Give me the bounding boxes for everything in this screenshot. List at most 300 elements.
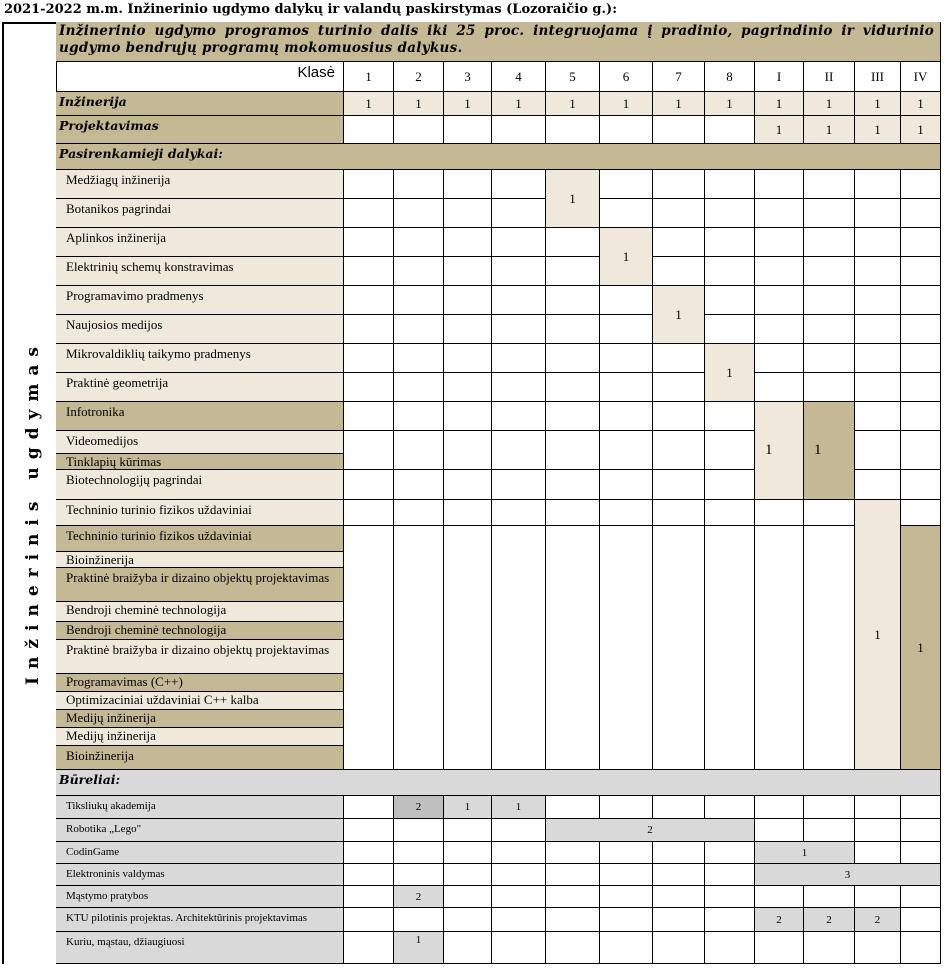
grade-cell xyxy=(546,796,600,819)
elective-label: Botanikos pagrindai xyxy=(56,199,344,228)
grade-cell xyxy=(901,315,941,344)
grade-cell xyxy=(492,116,546,144)
grade-cell xyxy=(444,228,492,257)
grade-cell xyxy=(344,116,394,144)
grade-cell xyxy=(394,116,444,144)
elective-label: Videomedijos xyxy=(56,431,344,454)
grade-cell xyxy=(804,932,855,964)
grade-cell xyxy=(600,842,653,864)
grade-cell xyxy=(600,864,653,886)
grade-cell xyxy=(653,431,705,470)
grade-cell xyxy=(492,228,546,257)
grade-value: 1 xyxy=(901,116,941,144)
grade-header: 8 xyxy=(705,62,755,92)
grade-cell xyxy=(755,286,804,315)
grade-cell xyxy=(705,886,755,908)
grade-cell xyxy=(444,199,492,228)
grade-cell xyxy=(600,344,653,373)
grade-cell xyxy=(653,170,705,199)
elective-label: Praktinė geometrija xyxy=(56,373,344,402)
elective-label: Biotechnologijų pagrindai xyxy=(56,470,344,500)
grade-cell xyxy=(804,886,855,908)
grade-cell xyxy=(444,526,492,770)
grade-cell xyxy=(755,344,804,373)
elective-label: Naujosios medijos xyxy=(56,315,344,344)
club-label: Tiksliukų akademija xyxy=(56,796,344,819)
grade-cell xyxy=(653,864,705,886)
grade-cell xyxy=(705,199,755,228)
grade-cell xyxy=(600,431,653,470)
elective-label: Bendroji cheminė technologija xyxy=(56,602,344,622)
grade-cell xyxy=(804,170,855,199)
grade-cell xyxy=(901,842,941,864)
grade-cell xyxy=(344,500,394,526)
intro-band: Inžinerinio ugdymo programos turinio dalis iki 25 proc. integruojama į pradinio, pagrindinio ir vidurinio ugdymo bendrųjų programų mokomuosius dalykus. xyxy=(56,22,941,62)
grade-cell xyxy=(444,819,492,842)
elective-label: Aplinkos inžinerija xyxy=(56,228,344,257)
grade-cell xyxy=(394,864,444,886)
grade-cell xyxy=(855,842,901,864)
grade-cell xyxy=(804,344,855,373)
grade-cell xyxy=(394,286,444,315)
club-hours: 1 xyxy=(444,796,492,819)
grade-cell xyxy=(394,373,444,402)
grade-cell xyxy=(804,257,855,286)
grade-value: 1 xyxy=(600,92,653,116)
elective-label: Elektrinių schemų konstravimas xyxy=(56,257,344,286)
grade-cell xyxy=(394,842,444,864)
grade-cell xyxy=(444,886,492,908)
grade-cell xyxy=(344,908,394,932)
grade-cell xyxy=(492,864,546,886)
grade-header: 5 xyxy=(546,62,600,92)
grade-cell xyxy=(600,373,653,402)
grade-cell xyxy=(546,500,600,526)
grade-cell xyxy=(546,886,600,908)
grade-cell xyxy=(755,373,804,402)
elective-hours: 1 xyxy=(755,402,804,500)
grade-cell xyxy=(600,402,653,431)
grade-cell xyxy=(492,170,546,199)
grade-cell xyxy=(653,796,705,819)
grade-cell xyxy=(492,819,546,842)
grade-cell xyxy=(804,373,855,402)
grade-cell xyxy=(653,500,705,526)
grade-cell xyxy=(705,286,755,315)
grade-cell xyxy=(855,819,901,842)
grade-cell xyxy=(444,932,492,964)
grade-cell xyxy=(444,431,492,470)
elective-label: Medijų inžinerija xyxy=(56,728,344,746)
elective-label: Techninio turinio fizikos uždaviniai xyxy=(56,526,344,552)
grade-cell xyxy=(901,199,941,228)
grade-value: 1 xyxy=(546,92,600,116)
klase-label: Klasė xyxy=(56,62,344,92)
grade-cell xyxy=(855,228,901,257)
grade-cell xyxy=(855,373,901,402)
grade-cell xyxy=(444,315,492,344)
grade-cell xyxy=(546,908,600,932)
elective-label: Praktinė braižyba ir dizaino objektų projektavimas xyxy=(56,640,344,674)
grade-cell xyxy=(344,932,394,964)
grade-value: 1 xyxy=(492,92,546,116)
grade-cell xyxy=(394,470,444,500)
grade-cell xyxy=(444,257,492,286)
grade-header: I xyxy=(755,62,804,92)
grade-cell xyxy=(804,819,855,842)
grade-value: 1 xyxy=(653,92,705,116)
grade-cell xyxy=(344,344,394,373)
grade-cell xyxy=(755,886,804,908)
grade-header: III xyxy=(855,62,901,92)
grade-header: 6 xyxy=(600,62,653,92)
grade-cell xyxy=(394,819,444,842)
club-label: KTU pilotinis projektas. Architektūrinis projektavimas xyxy=(56,908,344,932)
grade-cell xyxy=(901,286,941,315)
grade-value: 1 xyxy=(804,116,855,144)
elective-hours: 1 xyxy=(901,526,941,770)
grade-cell xyxy=(546,228,600,257)
grade-cell xyxy=(600,526,653,770)
grade-cell xyxy=(600,170,653,199)
grade-cell xyxy=(492,932,546,964)
grade-value: 1 xyxy=(901,92,941,116)
grade-cell xyxy=(344,315,394,344)
grade-cell xyxy=(394,402,444,431)
grade-cell xyxy=(546,842,600,864)
grade-cell xyxy=(444,344,492,373)
grade-cell xyxy=(394,170,444,199)
grade-cell xyxy=(705,257,755,286)
elective-hours: 1 xyxy=(546,170,600,228)
club-label: Mąstymo pratybos xyxy=(56,886,344,908)
elective-hours: 1 xyxy=(804,402,855,500)
grade-cell xyxy=(755,932,804,964)
club-label: Kuriu, mąstau, džiaugiuosi xyxy=(56,932,344,964)
grade-cell xyxy=(546,373,600,402)
grade-cell xyxy=(755,199,804,228)
grade-cell xyxy=(344,199,394,228)
grade-value: 1 xyxy=(804,92,855,116)
grade-cell xyxy=(492,402,546,431)
club-hours: 2 xyxy=(394,796,444,819)
club-hours: 1 xyxy=(492,796,546,819)
grade-cell xyxy=(855,886,901,908)
grade-value: 1 xyxy=(755,92,804,116)
club-hours: 2 xyxy=(755,908,804,932)
elective-hours: 1 xyxy=(705,344,755,402)
elective-label: Praktinė braižyba ir dizaino objektų projektavimas xyxy=(56,568,344,602)
grade-cell xyxy=(855,470,901,500)
grade-value: 1 xyxy=(344,92,394,116)
grade-cell xyxy=(855,170,901,199)
grade-cell xyxy=(344,170,394,199)
grade-cell xyxy=(653,402,705,431)
grade-cell xyxy=(804,526,855,770)
elective-label: Medijų inžinerija xyxy=(56,710,344,728)
grade-cell xyxy=(344,431,394,470)
grade-cell xyxy=(653,116,705,144)
grade-header: 1 xyxy=(344,62,394,92)
elective-label: Mikrovaldiklių taikymo pradmenys xyxy=(56,344,344,373)
club-hours: 1 xyxy=(394,932,444,964)
grade-cell xyxy=(546,526,600,770)
grade-cell xyxy=(444,286,492,315)
grade-cell xyxy=(492,908,546,932)
grade-cell xyxy=(901,402,941,431)
grade-cell xyxy=(600,116,653,144)
grade-value: 1 xyxy=(855,116,901,144)
grade-cell xyxy=(492,526,546,770)
grade-cell xyxy=(653,373,705,402)
club-hours: 2 xyxy=(855,908,901,932)
grade-cell xyxy=(444,116,492,144)
grade-cell xyxy=(653,344,705,373)
grade-cell xyxy=(755,170,804,199)
grade-cell xyxy=(705,842,755,864)
grade-header: 7 xyxy=(653,62,705,92)
grade-cell xyxy=(855,344,901,373)
club-label: Elektroninis valdymas xyxy=(56,864,344,886)
grade-cell xyxy=(653,257,705,286)
grade-cell xyxy=(705,402,755,431)
grade-cell xyxy=(444,170,492,199)
grade-cell xyxy=(600,315,653,344)
grade-cell xyxy=(653,932,705,964)
grade-cell xyxy=(444,908,492,932)
grade-cell xyxy=(901,373,941,402)
grade-cell xyxy=(600,908,653,932)
grade-cell xyxy=(492,886,546,908)
grade-cell xyxy=(600,932,653,964)
grade-cell xyxy=(755,257,804,286)
grade-cell xyxy=(901,908,941,932)
grade-cell xyxy=(492,199,546,228)
grade-cell xyxy=(492,257,546,286)
grade-cell xyxy=(855,199,901,228)
grade-cell xyxy=(600,796,653,819)
grade-cell xyxy=(901,170,941,199)
grade-cell xyxy=(755,526,804,770)
grade-cell xyxy=(444,500,492,526)
grade-cell xyxy=(492,344,546,373)
elective-hours: 1 xyxy=(653,286,705,344)
grade-cell xyxy=(705,315,755,344)
grade-cell xyxy=(705,500,755,526)
grade-cell xyxy=(444,402,492,431)
grade-cell xyxy=(492,842,546,864)
grade-cell xyxy=(901,431,941,470)
row-label-inzinerija: Inžinerija xyxy=(56,92,344,116)
grade-cell xyxy=(394,228,444,257)
elective-label: Infotronika xyxy=(56,402,344,431)
grade-cell xyxy=(546,315,600,344)
row-label-projektavimas: Projektavimas xyxy=(56,116,344,144)
grade-cell xyxy=(755,819,804,842)
grade-header: 2 xyxy=(394,62,444,92)
grade-cell xyxy=(394,500,444,526)
grade-cell xyxy=(546,286,600,315)
grade-cell xyxy=(546,932,600,964)
grade-header: 3 xyxy=(444,62,492,92)
grade-cell xyxy=(344,796,394,819)
grade-header: 4 xyxy=(492,62,546,92)
elective-label: Tinklapių kūrimas xyxy=(56,454,344,470)
grade-cell xyxy=(653,842,705,864)
grade-cell xyxy=(705,796,755,819)
grade-cell xyxy=(705,431,755,470)
club-hours: 2 xyxy=(546,819,755,842)
elective-hours: 1 xyxy=(600,228,653,286)
grade-cell xyxy=(492,286,546,315)
grade-cell xyxy=(492,500,546,526)
grade-cell xyxy=(901,500,941,526)
grade-cell xyxy=(344,886,394,908)
grade-cell xyxy=(705,228,755,257)
grade-cell xyxy=(492,373,546,402)
grade-cell xyxy=(705,116,755,144)
grade-cell xyxy=(901,257,941,286)
grade-cell xyxy=(901,470,941,500)
grade-cell xyxy=(804,500,855,526)
grade-cell xyxy=(653,886,705,908)
grade-cell xyxy=(344,864,394,886)
electives-band: Pasirenkamieji dalykai: xyxy=(56,144,941,170)
grade-cell xyxy=(394,908,444,932)
grade-cell xyxy=(600,500,653,526)
grade-cell xyxy=(804,796,855,819)
grade-cell xyxy=(546,344,600,373)
grade-cell xyxy=(344,228,394,257)
elective-label: Programavimas (C++) xyxy=(56,674,344,692)
grade-cell xyxy=(394,344,444,373)
grade-value: 1 xyxy=(444,92,492,116)
elective-label: Bioinžinerija xyxy=(56,746,344,770)
grade-cell xyxy=(653,908,705,932)
club-hours: 1 xyxy=(755,842,855,864)
grade-cell xyxy=(804,315,855,344)
grade-value: 1 xyxy=(394,92,444,116)
grade-value: 1 xyxy=(755,116,804,144)
grade-cell xyxy=(901,228,941,257)
elective-label: Optimizaciniai uždaviniai C++ kalba xyxy=(56,692,344,710)
grade-cell xyxy=(344,470,394,500)
grade-cell xyxy=(855,286,901,315)
grade-header: IV xyxy=(901,62,941,92)
grade-cell xyxy=(755,796,804,819)
club-hours: 2 xyxy=(394,886,444,908)
grade-cell xyxy=(855,932,901,964)
grade-cell xyxy=(653,470,705,500)
grade-cell xyxy=(855,402,901,431)
grade-cell xyxy=(600,286,653,315)
grade-cell xyxy=(705,864,755,886)
grade-cell xyxy=(546,257,600,286)
grade-cell xyxy=(600,199,653,228)
grade-cell xyxy=(705,526,755,770)
grade-cell xyxy=(444,864,492,886)
grade-cell xyxy=(653,526,705,770)
grade-cell xyxy=(344,842,394,864)
grade-cell xyxy=(804,228,855,257)
grade-cell xyxy=(344,526,394,770)
grade-cell xyxy=(804,199,855,228)
elective-label: Bioinžinerija xyxy=(56,552,344,568)
grade-cell xyxy=(901,932,941,964)
grade-cell xyxy=(855,315,901,344)
grade-cell xyxy=(444,842,492,864)
grade-cell xyxy=(344,373,394,402)
grade-cell xyxy=(394,431,444,470)
grade-cell xyxy=(600,886,653,908)
elective-label: Medžiagų inžinerija xyxy=(56,170,344,199)
grade-cell xyxy=(901,886,941,908)
club-hours: 3 xyxy=(755,864,941,886)
grade-cell xyxy=(755,228,804,257)
grade-cell xyxy=(546,864,600,886)
grade-cell xyxy=(344,819,394,842)
club-hours: 2 xyxy=(804,908,855,932)
grade-cell xyxy=(705,908,755,932)
grade-cell xyxy=(855,796,901,819)
grade-cell xyxy=(394,199,444,228)
grade-cell xyxy=(546,431,600,470)
grade-value: 1 xyxy=(705,92,755,116)
grade-cell xyxy=(546,470,600,500)
grade-cell xyxy=(444,373,492,402)
grade-cell xyxy=(546,402,600,431)
grade-cell xyxy=(394,315,444,344)
grade-cell xyxy=(705,170,755,199)
grade-cell xyxy=(804,286,855,315)
elective-label: Bendroji cheminė technologija xyxy=(56,622,344,640)
grade-cell xyxy=(394,257,444,286)
grade-cell xyxy=(600,470,653,500)
elective-hours: 1 xyxy=(855,500,901,770)
side-label: Inžinerinis ugdymas xyxy=(23,339,43,685)
elective-label: Techninio turinio fizikos uždaviniai xyxy=(56,500,344,526)
grade-cell xyxy=(705,470,755,500)
grade-cell xyxy=(546,116,600,144)
grade-cell xyxy=(653,199,705,228)
grade-cell xyxy=(444,470,492,500)
grade-cell xyxy=(492,431,546,470)
grade-cell xyxy=(705,932,755,964)
grade-cell xyxy=(653,228,705,257)
grade-cell xyxy=(901,796,941,819)
grade-cell xyxy=(492,315,546,344)
club-label: Robotika „Lego" xyxy=(56,819,344,842)
grade-cell xyxy=(755,500,804,526)
grade-cell xyxy=(855,257,901,286)
grade-cell xyxy=(394,526,444,770)
grade-cell xyxy=(901,819,941,842)
grade-cell xyxy=(492,470,546,500)
elective-label: Programavimo pradmenys xyxy=(56,286,344,315)
side-label-column xyxy=(2,22,57,964)
grade-cell xyxy=(344,402,394,431)
grade-header: II xyxy=(804,62,855,92)
grade-cell xyxy=(755,315,804,344)
page-title: 2021-2022 m.m. Inžinerinio ugdymo dalykų ir valandų paskirstymas (Lozoraičio g.): xyxy=(4,2,617,17)
clubs-band: Būreliai: xyxy=(56,770,941,796)
grade-cell xyxy=(344,257,394,286)
club-label: CodinGame xyxy=(56,842,344,864)
grade-cell xyxy=(344,286,394,315)
grade-cell xyxy=(855,431,901,470)
grade-cell xyxy=(901,344,941,373)
grade-value: 1 xyxy=(855,92,901,116)
